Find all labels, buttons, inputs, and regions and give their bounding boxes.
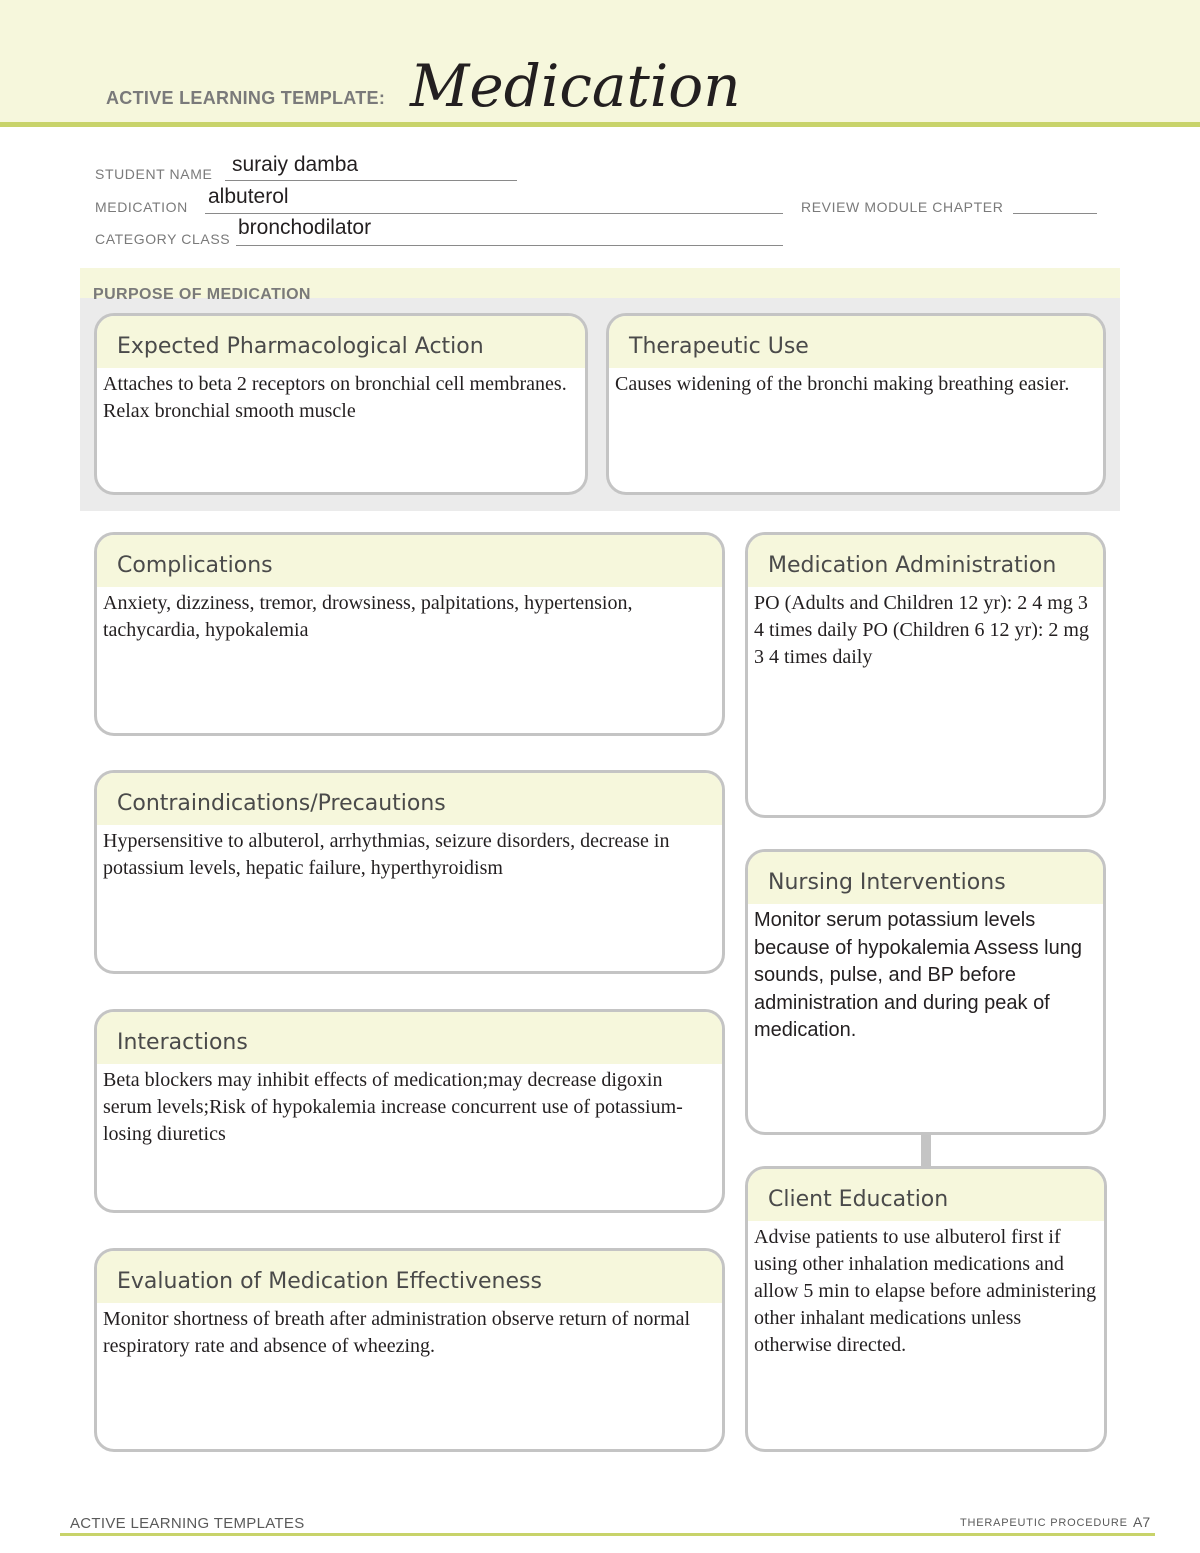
- box-connector: [921, 1135, 931, 1167]
- client-education-text[interactable]: Advise patients to use albuterol first if using other inhalation medications and allow 5 min to elapse before administering other inhalant medications unless otherwise directed.: [754, 1226, 1097, 1356]
- medication-administration-text[interactable]: PO (Adults and Children 12 yr): 2 4 mg 3 4 times daily PO (Children 6 12 yr): 2 mg 3 4 times daily: [754, 592, 1089, 668]
- nursing-interventions-box: [745, 849, 1106, 1135]
- client-education-heading: Client Education: [748, 1169, 1104, 1221]
- evaluation-heading: Evaluation of Medication Effectiveness: [97, 1251, 722, 1303]
- student-name-field[interactable]: suraiy damba: [232, 153, 359, 176]
- complications-text[interactable]: Anxiety, dizziness, tremor, drowsiness, palpitations, hypertension, tachycardia, hypokalemia: [103, 592, 633, 641]
- footer-right-label: THERAPEUTIC PROCEDURE: [960, 1517, 1128, 1529]
- interactions-box: [94, 1009, 725, 1213]
- purpose-title: PURPOSE OF MEDICATION: [93, 286, 311, 303]
- category-class-line: [236, 245, 783, 246]
- medication-administration-box: [745, 532, 1106, 818]
- student-name-label: STUDENT NAME: [95, 166, 213, 182]
- nursing-interventions-heading: Nursing Interventions: [748, 852, 1103, 904]
- medication-field[interactable]: albuterol: [208, 185, 289, 208]
- header-banner: [0, 0, 1200, 127]
- expected-action-box: [94, 313, 588, 495]
- review-module-field[interactable]: [1013, 213, 1097, 214]
- evaluation-box: [94, 1248, 725, 1452]
- review-module-label: REVIEW MODULE CHAPTER: [801, 199, 1004, 215]
- footer-divider: [60, 1533, 1155, 1536]
- complications-box: [94, 532, 725, 736]
- complications-heading: Complications: [97, 535, 722, 587]
- medication-administration-heading: Medication Administration: [748, 535, 1103, 587]
- interactions-heading: Interactions: [97, 1012, 722, 1064]
- therapeutic-use-box: [606, 313, 1106, 495]
- therapeutic-use-text[interactable]: Causes widening of the bronchi making breathing easier.: [615, 373, 1070, 395]
- therapeutic-use-heading: Therapeutic Use: [609, 316, 1103, 368]
- evaluation-text[interactable]: Monitor shortness of breath after administration observe return of normal respiratory rate and absence of wheezing.: [103, 1308, 691, 1357]
- contraindications-box: [94, 770, 725, 974]
- contraindications-text[interactable]: Hypersensitive to albuterol, arrhythmias, seizure disorders, decrease in potassium levels, hepatic failure, hyperthyroidism: [103, 830, 670, 879]
- category-class-label: CATEGORY CLASS: [95, 231, 231, 247]
- expected-action-heading: Expected Pharmacological Action: [97, 316, 585, 368]
- expected-action-text[interactable]: Attaches to beta 2 receptors on bronchial cell membranes. Relax bronchial smooth muscle: [103, 373, 567, 422]
- client-education-box: [745, 1166, 1107, 1452]
- page-number: A7: [1133, 1514, 1151, 1530]
- category-class-field[interactable]: bronchodilator: [238, 216, 372, 239]
- contraindications-heading: Contraindications/Precautions: [97, 773, 722, 825]
- page-title: Medication: [410, 52, 741, 120]
- template-label: ACTIVE LEARNING TEMPLATE:: [106, 88, 386, 108]
- interactions-text[interactable]: Beta blockers may inhibit effects of medication;may decrease digoxin serum levels;Risk of hypokalemia increase concurrent use of potassium-losing diuretics: [103, 1069, 683, 1145]
- student-name-line: [225, 180, 517, 181]
- nursing-interventions-text[interactable]: Monitor serum potassium levels because of hypokalemia Assess lung sounds, pulse, and BP before administration and during peak of medication.: [754, 909, 1082, 1041]
- medication-label: MEDICATION: [95, 199, 188, 215]
- footer-left-label: ACTIVE LEARNING TEMPLATES: [70, 1515, 305, 1532]
- medication-line: [205, 213, 783, 214]
